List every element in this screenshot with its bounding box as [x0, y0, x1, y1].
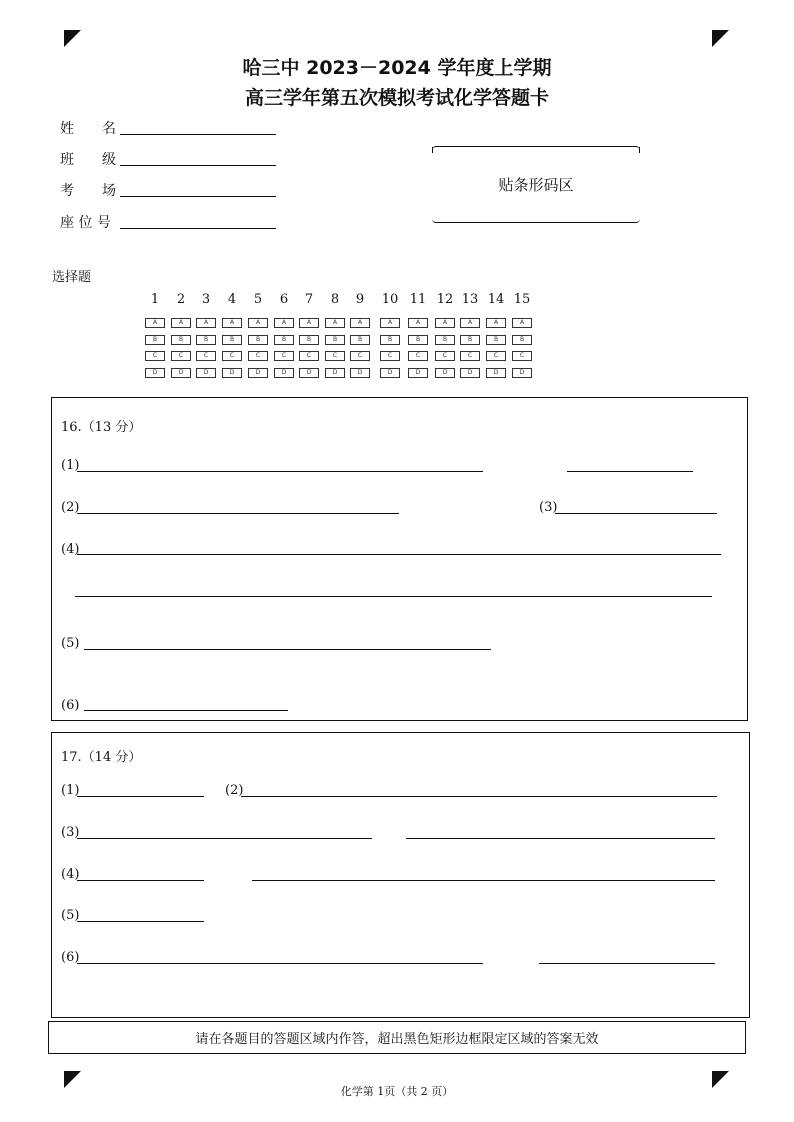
- mc-bubble-4-C[interactable]: C: [222, 351, 242, 361]
- mc-question-number-2: 2: [176, 292, 186, 307]
- mc-bubble-7-B[interactable]: B: [299, 335, 319, 345]
- q17-part3-answer-line-a[interactable]: [77, 838, 372, 839]
- mc-bubble-3-B[interactable]: B: [196, 335, 216, 345]
- mc-question-number-9: 9: [355, 292, 365, 307]
- seat-number-line: [120, 228, 276, 229]
- corner-mark-top-right: [712, 30, 729, 47]
- mc-question-number-5: 5: [253, 292, 263, 307]
- mc-question-number-8: 8: [330, 292, 340, 307]
- mc-bubble-11-B[interactable]: B: [408, 335, 428, 345]
- mc-bubble-14-A[interactable]: A: [486, 318, 506, 328]
- mc-bubble-9-D[interactable]: D: [350, 368, 370, 378]
- mc-bubble-10-A[interactable]: A: [380, 318, 400, 328]
- question-16-heading: 16.（13 分）: [61, 420, 142, 435]
- barcode-area: [432, 146, 640, 223]
- mc-bubble-13-A[interactable]: A: [460, 318, 480, 328]
- mc-bubble-6-A[interactable]: A: [274, 318, 294, 328]
- q16-part1-label: (1): [61, 458, 80, 473]
- mc-bubble-7-C[interactable]: C: [299, 351, 319, 361]
- mc-bubble-8-D[interactable]: D: [325, 368, 345, 378]
- mc-bubble-9-B[interactable]: B: [350, 335, 370, 345]
- seat-number-label: 座 位 号: [60, 215, 111, 231]
- q16-part5-answer-line[interactable]: [84, 649, 491, 650]
- q16-part4-answer-line-a[interactable]: [77, 554, 721, 555]
- mc-bubble-13-B[interactable]: B: [460, 335, 480, 345]
- mc-bubble-8-B[interactable]: B: [325, 335, 345, 345]
- q16-part4-label: (4): [61, 542, 80, 557]
- q17-part2-label: (2): [225, 783, 244, 798]
- q17-part5-answer-line[interactable]: [77, 921, 204, 922]
- mc-bubble-5-A[interactable]: A: [248, 318, 268, 328]
- question-17-box: [51, 732, 750, 1018]
- mc-bubble-7-D[interactable]: D: [299, 368, 319, 378]
- mc-question-number-3: 3: [201, 292, 211, 307]
- mc-bubble-14-D[interactable]: D: [486, 368, 506, 378]
- mc-bubble-3-C[interactable]: C: [196, 351, 216, 361]
- mc-bubble-12-B[interactable]: B: [435, 335, 455, 345]
- class-line: [120, 165, 276, 166]
- notice-box: [48, 1021, 746, 1054]
- mc-bubble-13-C[interactable]: C: [460, 351, 480, 361]
- mc-question-number-14: 14: [487, 292, 505, 307]
- mc-bubble-12-C[interactable]: C: [435, 351, 455, 361]
- mc-question-number-12: 12: [436, 292, 454, 307]
- q16-part1-answer-line-b[interactable]: [567, 471, 693, 472]
- exam-room-field[interactable]: [60, 180, 280, 202]
- notice-text: 请在各题目的答题区域内作答，超出黑色矩形边框限定区域的答案无效: [195, 1032, 599, 1047]
- exam-room-label: 考 场: [60, 183, 116, 199]
- q17-part1-answer-line[interactable]: [77, 796, 204, 797]
- mc-bubble-14-B[interactable]: B: [486, 335, 506, 345]
- mc-bubble-1-A[interactable]: A: [145, 318, 165, 328]
- class-label: 班 级: [60, 152, 116, 168]
- mc-bubble-8-C[interactable]: C: [325, 351, 345, 361]
- q16-part1-answer-line-a[interactable]: [77, 471, 483, 472]
- mc-bubble-15-A[interactable]: A: [512, 318, 532, 328]
- mc-bubble-2-B[interactable]: B: [171, 335, 191, 345]
- exam-room-line: [120, 196, 276, 197]
- q17-part5-label: (5): [61, 908, 80, 923]
- mc-bubble-1-B[interactable]: B: [145, 335, 165, 345]
- mc-bubble-4-A[interactable]: A: [222, 318, 242, 328]
- name-field[interactable]: [60, 118, 280, 140]
- mc-bubble-2-D[interactable]: D: [171, 368, 191, 378]
- mc-bubble-14-C[interactable]: C: [486, 351, 506, 361]
- q17-part6-answer-line-a[interactable]: [77, 963, 483, 964]
- mc-bubble-2-C[interactable]: C: [171, 351, 191, 361]
- q16-part6-label: (6): [61, 698, 80, 713]
- q17-part4-label: (4): [61, 867, 80, 882]
- q16-part3-label: (3): [539, 500, 558, 515]
- q17-part1-label: (1): [61, 783, 80, 798]
- q16-part5-label: (5): [61, 636, 80, 651]
- mc-bubble-10-C[interactable]: C: [380, 351, 400, 361]
- mc-question-number-15: 15: [513, 292, 531, 307]
- mc-bubble-6-D[interactable]: D: [274, 368, 294, 378]
- q17-part3-answer-line-b[interactable]: [406, 838, 715, 839]
- mc-bubble-8-A[interactable]: A: [325, 318, 345, 328]
- q17-part4-answer-line-b[interactable]: [252, 880, 715, 881]
- mc-bubble-9-C[interactable]: C: [350, 351, 370, 361]
- mc-bubble-6-B[interactable]: B: [274, 335, 294, 345]
- mc-bubble-10-D[interactable]: D: [380, 368, 400, 378]
- question-16-box: [51, 397, 748, 721]
- mc-bubble-3-D[interactable]: D: [196, 368, 216, 378]
- mc-question-number-4: 4: [227, 292, 237, 307]
- q17-part3-label: (3): [61, 825, 80, 840]
- mc-bubble-15-D[interactable]: D: [512, 368, 532, 378]
- corner-mark-top-left: [64, 30, 81, 47]
- mc-question-number-6: 6: [279, 292, 289, 307]
- mc-bubble-15-B[interactable]: B: [512, 335, 532, 345]
- q16-part3-answer-line[interactable]: [555, 513, 717, 514]
- q17-part6-label: (6): [61, 950, 80, 965]
- mc-bubble-5-B[interactable]: B: [248, 335, 268, 345]
- mc-bubble-9-A[interactable]: A: [350, 318, 370, 328]
- multiple-choice-title: 选择题: [52, 270, 92, 285]
- name-line: [120, 134, 276, 135]
- mc-question-number-13: 13: [461, 292, 479, 307]
- class-field[interactable]: [60, 149, 280, 171]
- page-footer: 化学第 1页（共 2 页）: [340, 1085, 454, 1098]
- mc-bubble-11-A[interactable]: A: [408, 318, 428, 328]
- mc-bubble-3-A[interactable]: A: [196, 318, 216, 328]
- mc-bubble-6-C[interactable]: C: [274, 351, 294, 361]
- mc-bubble-5-D[interactable]: D: [248, 368, 268, 378]
- mc-bubble-1-D[interactable]: D: [145, 368, 165, 378]
- mc-bubble-5-C[interactable]: C: [248, 351, 268, 361]
- seat-number-field[interactable]: [60, 212, 280, 234]
- mc-bubble-1-C[interactable]: C: [145, 351, 165, 361]
- q16-part6-answer-line[interactable]: [84, 710, 288, 711]
- question-17-heading: 17.（14 分）: [61, 750, 142, 765]
- mc-bubble-4-D[interactable]: D: [222, 368, 242, 378]
- mc-question-number-10: 10: [381, 292, 399, 307]
- page-title-line1: 哈三中 2023－2024 学年度上学期: [242, 57, 552, 79]
- mc-bubble-11-D[interactable]: D: [408, 368, 428, 378]
- q16-part2-answer-line[interactable]: [77, 513, 399, 514]
- mc-bubble-15-C[interactable]: C: [512, 351, 532, 361]
- q17-part6-answer-line-b[interactable]: [539, 963, 715, 964]
- barcode-label: 贴条形码区: [498, 176, 574, 194]
- mc-bubble-7-A[interactable]: A: [299, 318, 319, 328]
- mc-question-number-11: 11: [409, 292, 427, 307]
- q17-part2-answer-line[interactable]: [241, 796, 717, 797]
- mc-question-number-1: 1: [150, 292, 160, 307]
- q16-part2-label: (2): [61, 500, 80, 515]
- mc-question-number-7: 7: [304, 292, 314, 307]
- mc-bubble-4-B[interactable]: B: [222, 335, 242, 345]
- q17-part4-answer-line-a[interactable]: [77, 880, 204, 881]
- name-label: 姓 名: [60, 121, 116, 137]
- mc-bubble-10-B[interactable]: B: [380, 335, 400, 345]
- q16-part4-answer-line-b[interactable]: [75, 596, 712, 597]
- page-title-line2: 高三学年第五次模拟考试化学答题卡: [244, 87, 549, 109]
- mc-bubble-12-D[interactable]: D: [435, 368, 455, 378]
- mc-bubble-13-D[interactable]: D: [460, 368, 480, 378]
- mc-bubble-2-A[interactable]: A: [171, 318, 191, 328]
- mc-bubble-12-A[interactable]: A: [435, 318, 455, 328]
- mc-bubble-11-C[interactable]: C: [408, 351, 428, 361]
